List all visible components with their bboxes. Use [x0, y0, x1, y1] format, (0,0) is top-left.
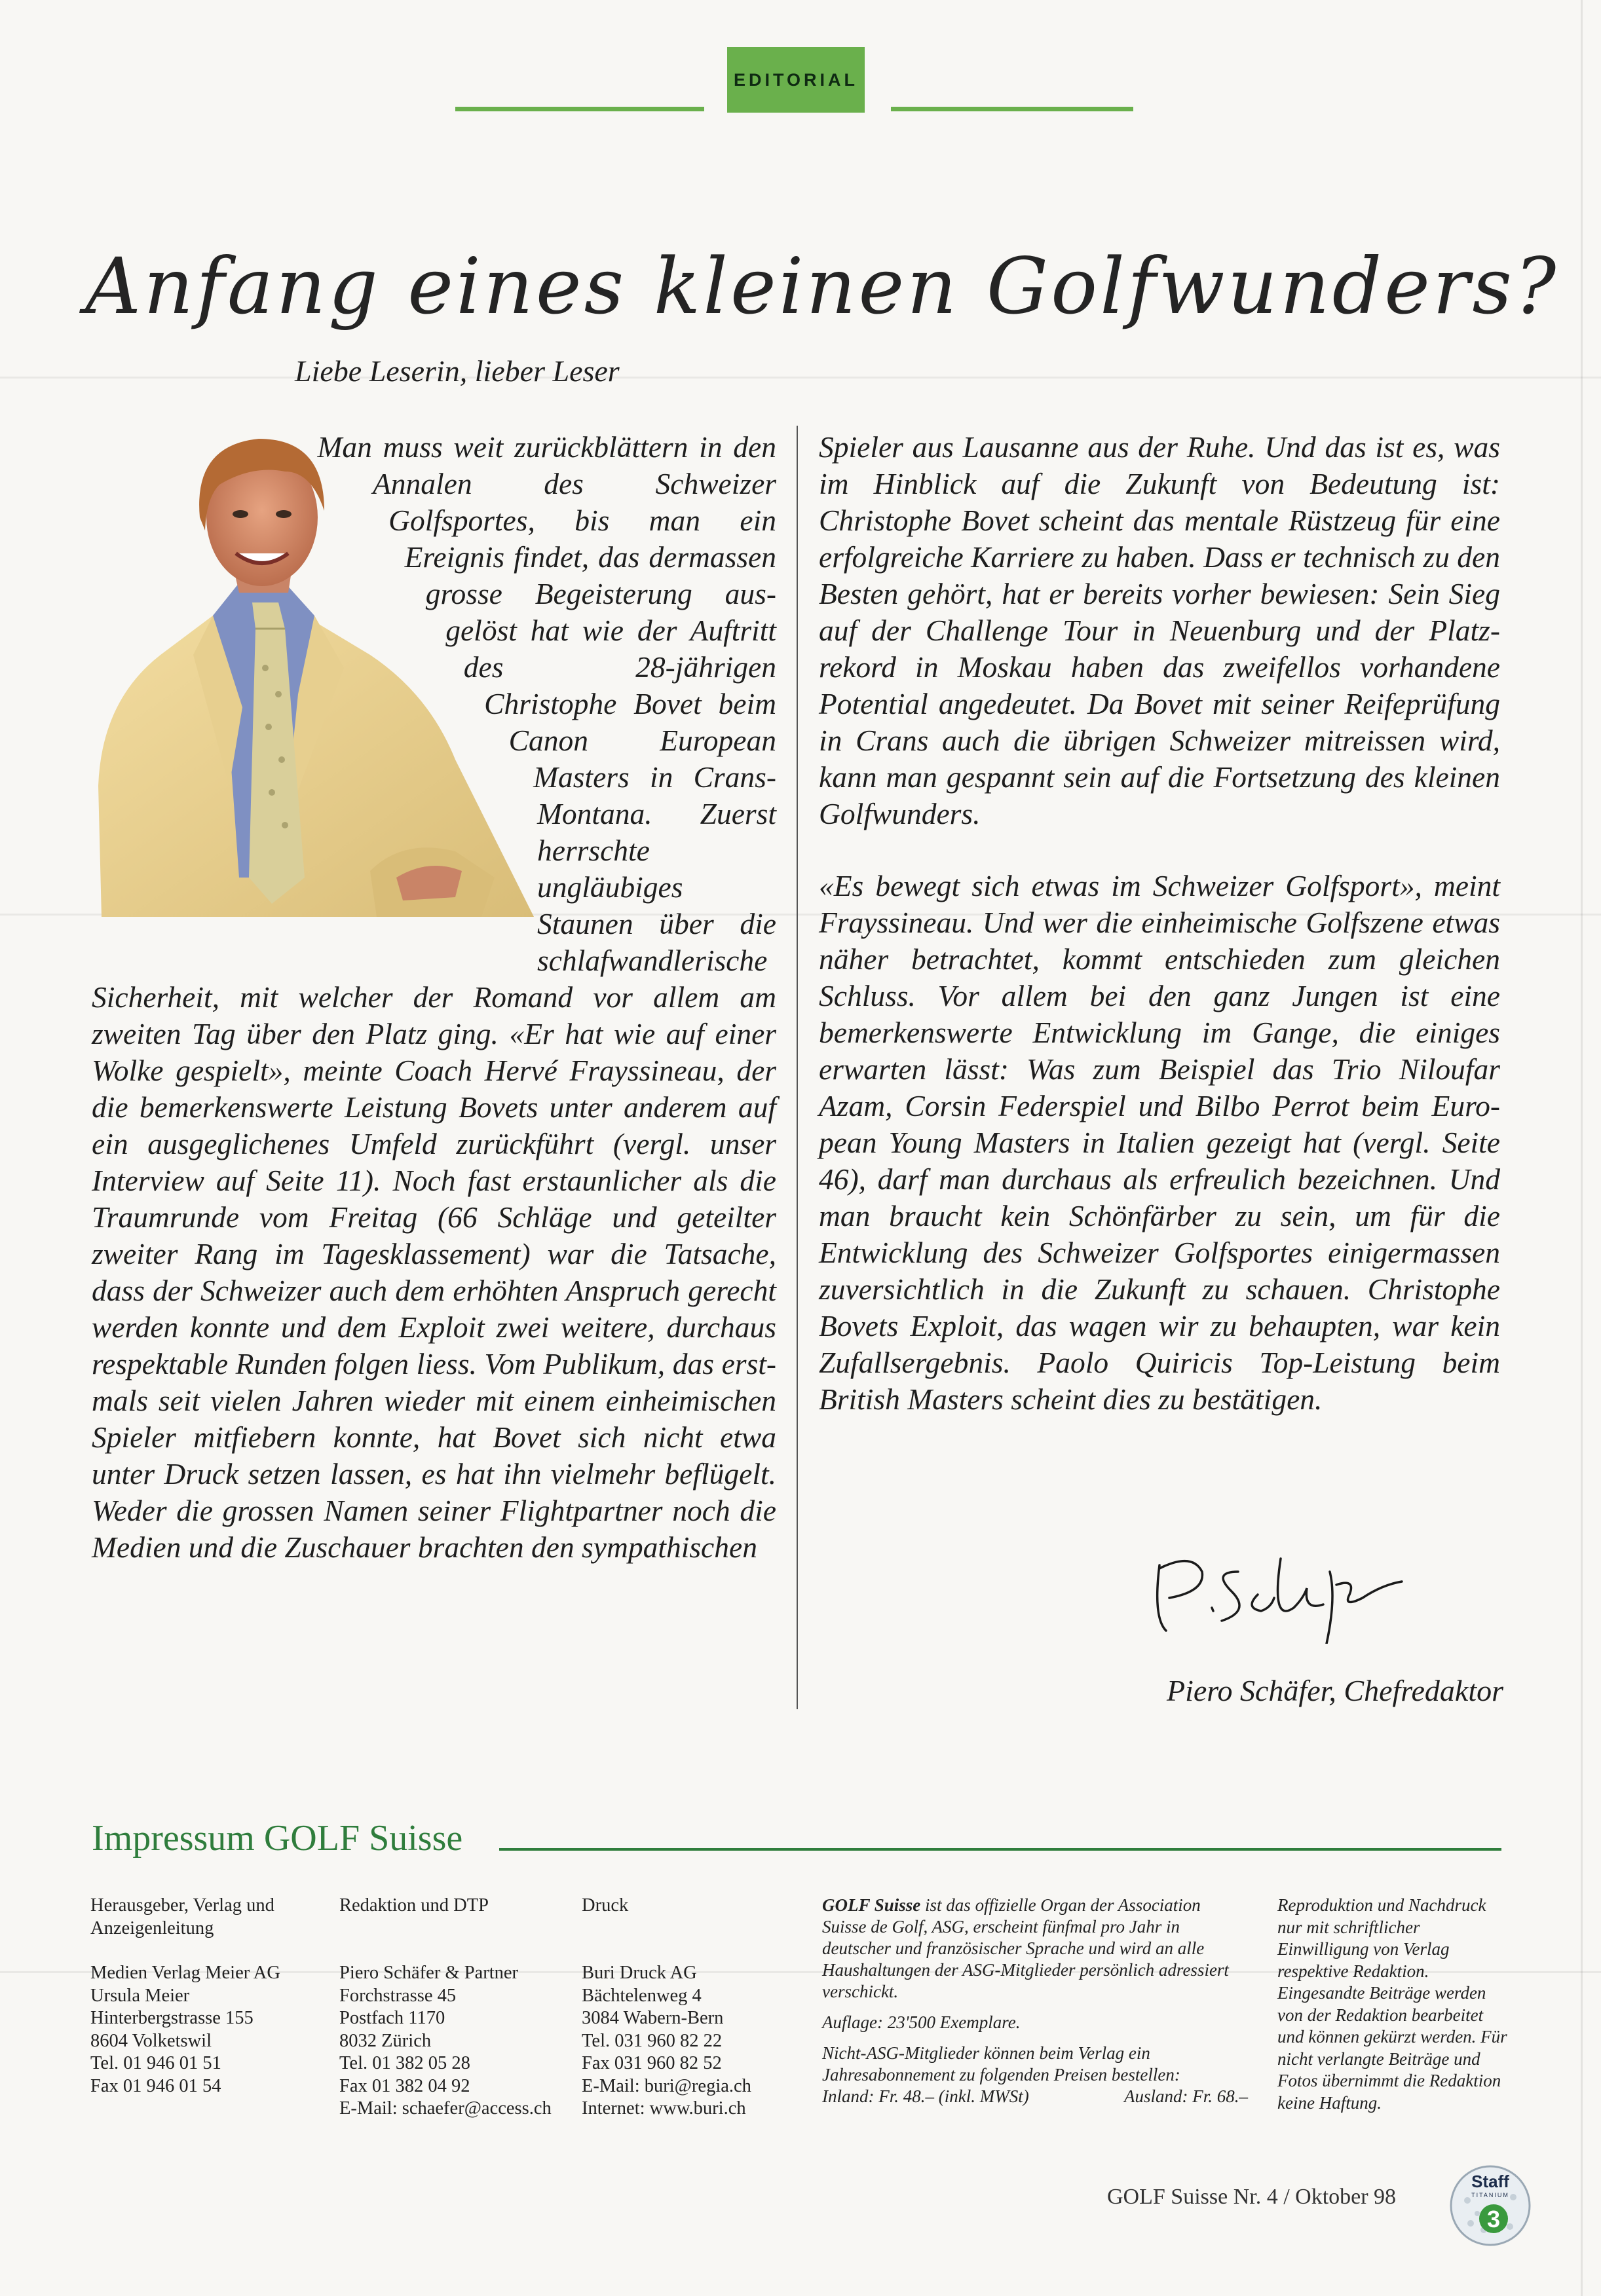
impressum-heading: Redaktion und DTP: [339, 1895, 489, 1916]
page-edge: [1581, 0, 1583, 2296]
impressum-info-text: [822, 1895, 1248, 2003]
badge-number: 3: [1486, 2206, 1501, 2232]
impressum-line: Forchstrasse 45: [339, 1985, 457, 2006]
impressum-line: Buri Druck AG: [582, 1963, 697, 1983]
section-tag: [727, 47, 865, 113]
impressum-brand: GOLF Suisse: [822, 1895, 921, 1915]
section-tag-label: EDITORIAL: [733, 69, 858, 90]
impressum-editorial: [339, 1895, 575, 2120]
impressum-line: Hinterbergstrasse 155: [90, 2008, 254, 2028]
impressum-website[interactable]: Internet: www.buri.ch: [582, 2098, 746, 2119]
impressum-legal-text: Reproduktion und Nachdruck nur mit schriftlicher Einwilligung von Verlag respektive Redaktion. Eingesandte Beiträge werden von der Redaktion bearbeitet und können gekürzt werden. Für nicht verlangte Beiträge und Fotos übernimmt die Redaktion keine Haftung.: [1277, 1895, 1507, 2113]
impressum-print: [582, 1895, 818, 2120]
impressum-line: 3084 Wabern-Bern: [582, 2008, 724, 2028]
impressum-info-body: ist das offizielle Organ der Association Suisse de Golf, ASG, erscheint fünfmal pro Jahr in deutscher und französischer Sprache und wird an alle Haushaltungen der ASG-Mitglieder persönlich adressiert verschickt.: [822, 1895, 1229, 2001]
impressum-subscription: Nicht-ASG-Mitglieder können beim Verlag ein Jahresabonnement zu folgenden Preisen bestellen:: [822, 2043, 1180, 2084]
tag-rule-right: [891, 107, 1133, 111]
page-footer: GOLF Suisse Nr. 4 / Oktober 98: [1107, 2185, 1397, 2209]
article-column-1: [92, 429, 776, 1566]
column-divider: [797, 426, 798, 1709]
article-paragraph: Man muss weit zurückblättern in den Annalen des Schweizer Golfsportes, bis man ein Ereignis findet, das dermassen grosse Begeisterung ausgelöst hat wie der Auftritt des 28-jährigen Christophe Bovet beim Canon European Masters in Crans-Montana. Zuerst herrschte ungläubiges Staunen über die schlafwandlerische Sicherheit, mit welcher der Romand vor allem am zweiten Tag über den Platz ging. «Er hat wie auf einer Wolke gespielt», meinte Coach Hervé Frayssineau, der die bemerkenswerte Leistung Bovets unter anderem auf ein ausgeglichenes Umfeld zurückführt (vergl. unser Interview auf Seite 11). Noch fast erstaunlicher als die Traumrunde vom Freitag (66 Schläge und geteilter zweiter Rang im Tagesklassement) war die Tatsache, dass der Schweizer auch dem erhöhten Anspruch gerecht werden konnte und dem Exploit zwei weitere, durchaus respektable Runden folgen liess. Vom Publikum, das erstmals seit vielen Jahren wieder mit einem einheimischen Spieler mitfiebern konnte, hat Bovet sich nicht etwa unter Druck setzen lassen, es hat ihn vielmehr beflügelt. Weder die grossen Namen seiner Flightpartner noch die Medien und die Zuschauer brachten den sympathischen: [92, 430, 776, 1564]
impressum-line: Fax 01 382 04 92: [339, 2075, 470, 2096]
impressum-line: Fax 01 946 01 54: [90, 2075, 221, 2096]
impressum-prices: [822, 2086, 1248, 2107]
impressum-line: 8604 Volketswil: [90, 2030, 212, 2051]
impressum-circulation: Auflage: 23'500 Exemplare.: [822, 2012, 1021, 2032]
salutation: Liebe Leserin, lieber Leser: [295, 354, 620, 388]
impressum-legal: [1277, 1895, 1510, 2114]
signature: [1140, 1546, 1415, 1644]
page-title: Anfang eines kleinen Golfwunders?: [85, 241, 1559, 331]
article-paragraph: Spieler aus Lausanne aus der Ruhe. Und das ist es, was im Hinblick auf die Zukunft von Bedeutung ist: Christophe Bovet scheint das mentale Rüstzeug für eine erfolgreiche Karriere zu haben. Dass er technisch zu den Besten gehört, hat er bereits vorher bewiesen: Sein Sieg auf der Challenge Tour in Neuenburg und der Platzrekord in Moskau haben das zweifellos vorhandene Potential angedeutet. Da Bovet mit seiner Reifeprüfung in Crans auch die übrigen Schweizer mitreissen wird, kann man gespannt sein auf die Fortsetzung des kleinen Golfwunders.: [819, 430, 1500, 830]
impressum-line: 8032 Zürich: [339, 2030, 432, 2051]
impressum-line: Fax 031 960 82 52: [582, 2053, 722, 2073]
badge-brand: Staff: [1471, 2172, 1509, 2191]
impressum-publisher: [90, 1895, 300, 2098]
price-inland: Inland: Fr. 48.– (inkl. MWSt): [822, 2086, 1029, 2106]
price-abroad: Ausland: Fr. 68.–: [1124, 2086, 1248, 2106]
impressum-line: Ursula Meier: [90, 1985, 190, 2006]
impressum-email[interactable]: E-Mail: buri@regia.ch: [582, 2075, 751, 2096]
article-column-2: [819, 429, 1500, 1418]
impressum-heading: Druck: [582, 1895, 629, 1916]
badge-subtitle: TITANIUM: [1471, 2192, 1509, 2198]
impressum-line: Medien Verlag Meier AG: [90, 1963, 280, 1983]
paper-crease: [0, 377, 1601, 379]
impressum-email[interactable]: E-Mail: schaefer@access.ch: [339, 2098, 552, 2119]
impressum-info: [822, 1895, 1248, 2107]
impressum-title: Impressum GOLF Suisse: [92, 1818, 463, 1859]
impressum-line: Tel. 031 960 82 22: [582, 2030, 723, 2051]
impressum-rule: [499, 1848, 1501, 1851]
article-paragraph: «Es bewegt sich etwas im Schweizer Golfsport», meint Frayssineau. Und wer die einheimische Golfszene etwas näher betrachtet, kommt entschieden zum gleichen Schluss. Vor allem bei den ganz Jungen ist eine bemerkenswerte Entwicklung im Gange, die einiges erwarten lässt: Was zum Beispiel das Trio Niloufar Azam, Corsin Federspiel und Bilbo Perrot beim European Young Masters in Italien gezeigt hat (vergl. Seite 46), darf man durchaus als erfreulich bezeichnen. Und man braucht kein Schönfärber zu sein, um für die Entwicklung des Schweizer Golfsportes einigermassen zuversichtlich in die Zukunft zu schauen. Christophe Bovets Exploit, das wagen wir zu behaupten, war kein Zufallsergebnis. Paolo Quiricis Top-Leistung beim British Masters scheint dies zu bestätigen.: [819, 869, 1500, 1416]
tag-rule-left: [455, 107, 704, 111]
impressum-line: Bächtelenweg 4: [582, 1985, 702, 2006]
impressum-line: Tel. 01 946 01 51: [90, 2053, 221, 2073]
impressum-line: Tel. 01 382 05 28: [339, 2053, 470, 2073]
author-name: Piero Schäfer, Chefredaktor: [1167, 1674, 1503, 1707]
impressum-line: Piero Schäfer & Partner: [339, 1963, 519, 1983]
golf-ball-badge: [1448, 2161, 1533, 2246]
impressum-heading: Herausgeber, Verlag und Anzeigenleitung: [90, 1895, 274, 1938]
impressum-line: Postfach 1170: [339, 2008, 445, 2028]
